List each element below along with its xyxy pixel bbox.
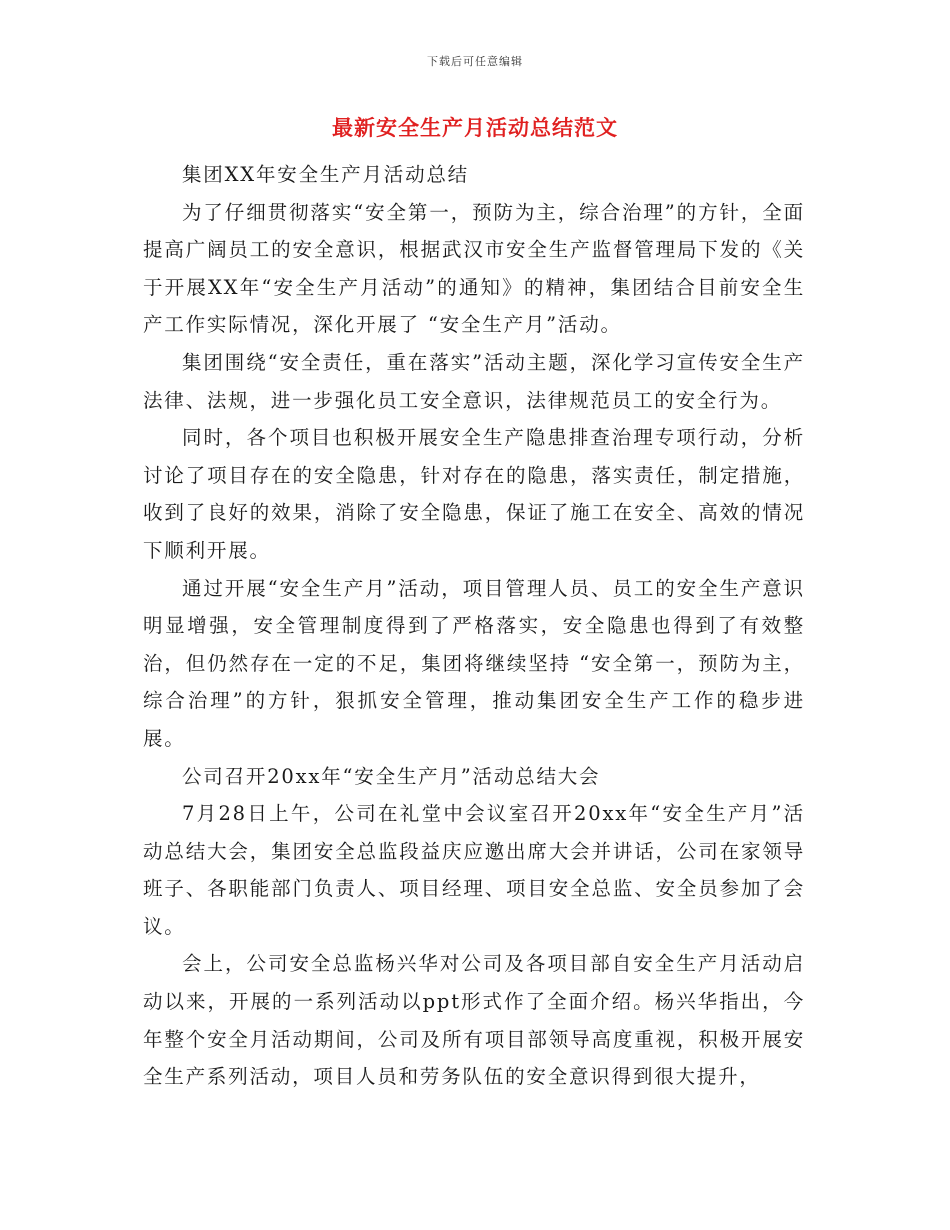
paragraph: 同时，各个项目也积极开展安全生产隐患排查治理专项行动，分析讨论了项目存在的安全隐患，针对存在的隐患，落实责任，制定措施，收到了良好的效果，消除了安全隐患，保证了施工在安全、高效的情况下顺利开展。 <box>143 426 805 562</box>
paragraph: 为了仔细贯彻落实“安全第一，预防为主，综合治理”的方针，全面提高广阔员工的安全意识，根据武汉市安全生产监督管理局下发的《关于开展XX年“安全生产月活动”的通知》的精神，集团结合目前安全生产工作实际情况，深化开展了 “安全生产月”活动。 <box>143 200 805 337</box>
paragraph: 集团围绕“安全责任，重在落实”活动主题，深化学习宣传安全生产法律、法规，进一步强化员工安全意识，法律规范员工的安全行为。 <box>143 350 805 412</box>
header-note: 下载后可任意编辑 <box>427 55 523 68</box>
document-title: 最新安全生产月活动总结范文 <box>332 115 618 140</box>
section-heading: 集团XX年安全生产月活动总结 <box>182 163 469 186</box>
paragraph: 7月28日上午，公司在礼堂中会议室召开20xx年“安全生产月”活动总结大会，集团安全总监段益庆应邀出席大会并讲话，公司在家领导班子、各职能部门负责人、项目经理、项目安全总监、安全员参加了会议。 <box>143 802 805 938</box>
document-body <box>143 156 805 1096</box>
paragraph: 会上，公司安全总监杨兴华对公司及各项目部自安全生产月活动启动以来，开展的一系列活动以ppt形式作了全面介绍。杨兴华指出，今年整个安全月活动期间，公司及所有项目部领导高度重视，积极开展安全生产系列活动，项目人员和劳务队伍的安全意识得到很大提升， <box>143 952 805 1089</box>
section-heading: 公司召开20xx年“安全生产月”活动总结大会 <box>182 764 601 788</box>
paragraph: 通过开展“安全生产月”活动，项目管理人员、员工的安全生产意识明显增强，安全管理制度得到了严格落实，安全隐患也得到了有效整治，但仍然存在一定的不足，集团将继续坚持 “安全第一，预防为主，综合治理”的方针，狠抓安全管理，推动集团安全生产工作的稳步进展。 <box>143 576 805 750</box>
